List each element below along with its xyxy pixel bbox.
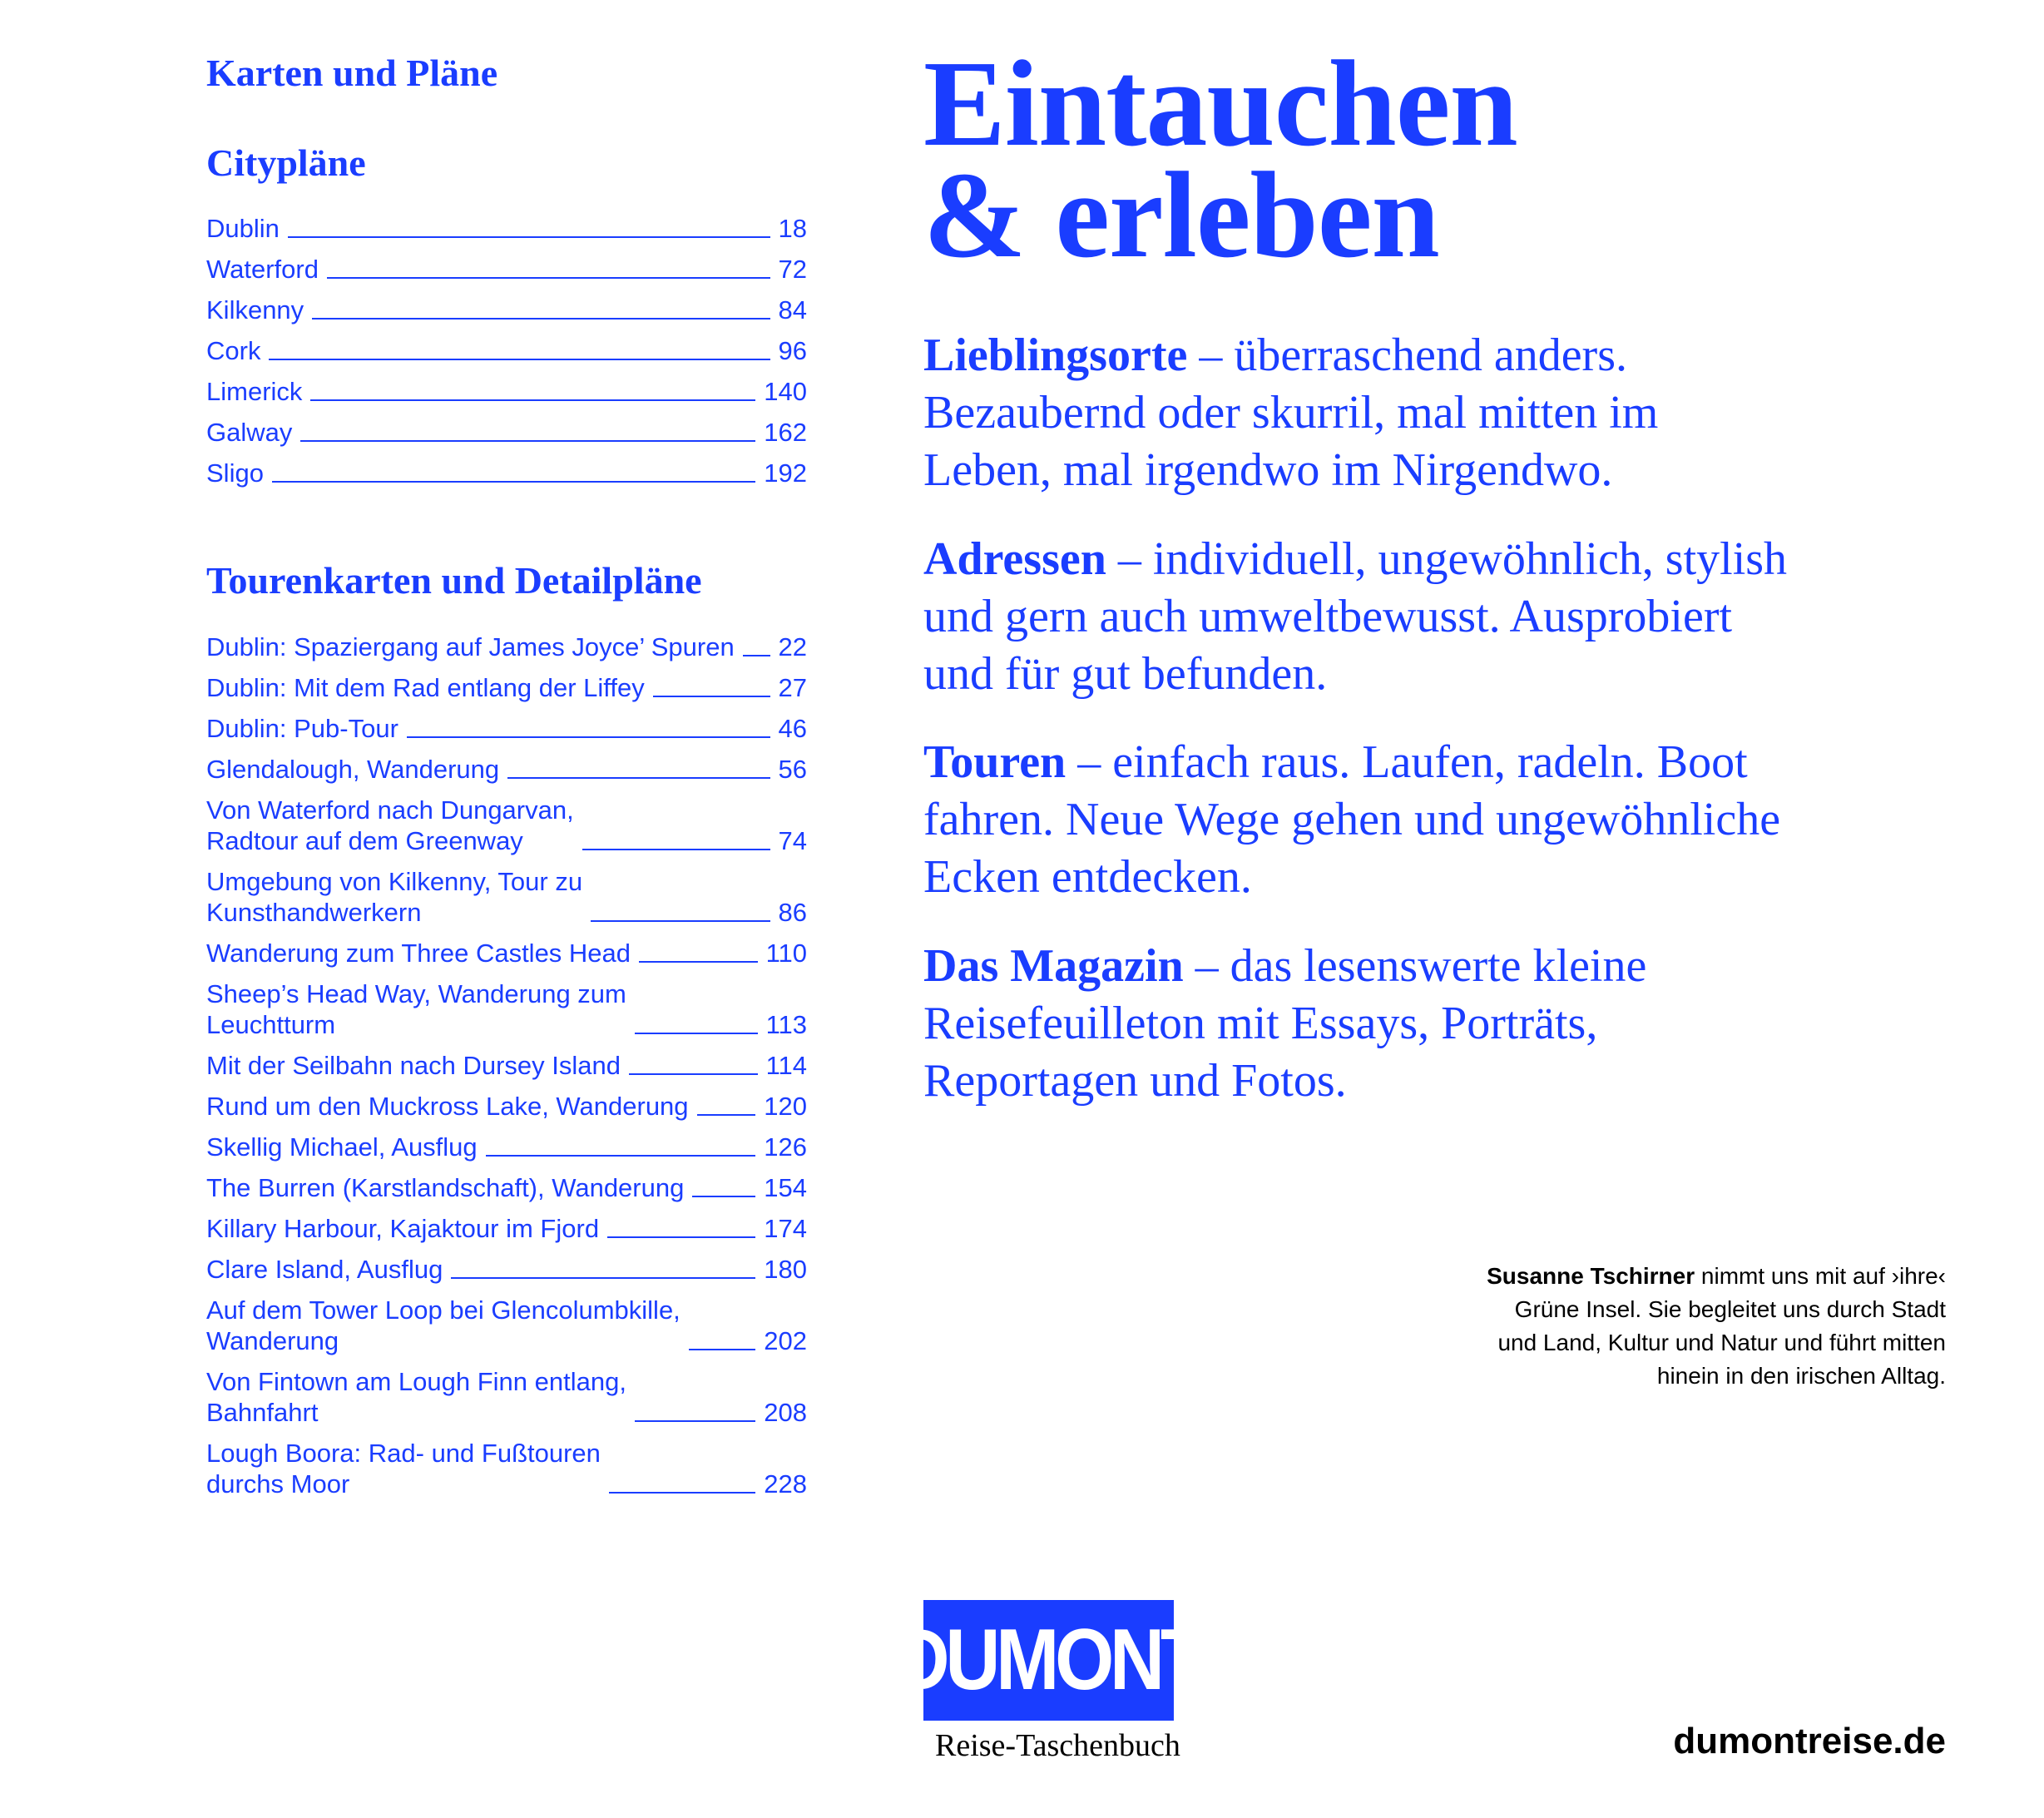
leader-line [653, 696, 770, 697]
feature-lieblingsorte [923, 327, 1789, 499]
index-page: 154 [764, 1173, 807, 1202]
index-label: Limerick [206, 377, 303, 406]
feature-keyword: Adressen [923, 533, 1106, 585]
leader-line [288, 236, 770, 238]
index-page: 27 [778, 673, 807, 702]
leader-line [272, 481, 755, 483]
index-row [206, 1213, 807, 1244]
index-page: 228 [764, 1469, 807, 1498]
leader-line [269, 359, 770, 360]
index-page: 208 [764, 1398, 807, 1427]
author-text: nimmt uns mit auf ›ihre‹ Grüne Insel. Sie begleitet uns durch Stadt und Land, Kultur und Natur und führt mitten hinein in den irischen Alltag. [1497, 1263, 1946, 1389]
leader-line [327, 277, 770, 279]
tour-maps-list [206, 632, 807, 1509]
feature-magazin [923, 938, 1789, 1110]
feature-adressen [923, 531, 1789, 703]
feature-keyword: Touren [923, 736, 1067, 788]
index-page: 18 [778, 214, 807, 243]
leader-line [582, 849, 770, 850]
dumont-logo [894, 1600, 1208, 1764]
feature-text: – überraschend anders. Bezaubernd oder skurril, mal mitten im Leben, mal irgendwo im Nirgendwo. [923, 329, 1659, 496]
leader-line [635, 1420, 755, 1422]
index-row [206, 295, 807, 325]
index-label: Lough Boora: Rad- und Fußtouren durchs Moor [206, 1439, 601, 1498]
index-label: Wanderung zum Three Castles Head [206, 939, 631, 968]
logo-wordmark: DUMONT [923, 1600, 1174, 1721]
index-page: 192 [764, 458, 807, 488]
leader-line [607, 1236, 755, 1238]
index-label: Dublin: Spaziergang auf James Joyce’ Spuren [206, 632, 735, 661]
index-label: Sheep’s Head Way, Wanderung zum Leuchtturm [206, 979, 626, 1039]
leader-line [300, 440, 755, 442]
index-row [206, 417, 807, 448]
index-row [206, 254, 807, 285]
feature-text: – das lesenswerte kleine Reisefeuilleton mit Essays, Porträts, Reportagen und Fotos. [923, 940, 1647, 1107]
index-label: Von Waterford nach Dungarvan, Radtour auf dem Greenway [206, 795, 574, 855]
index-page: 120 [764, 1092, 807, 1121]
leader-line [486, 1155, 756, 1157]
index-page: 162 [764, 418, 807, 447]
index-page: 96 [778, 336, 807, 365]
leader-line [609, 1492, 755, 1494]
feature-text: – einfach raus. Laufen, radeln. Boot fahren. Neue Wege gehen und ungewöhnliche Ecken entdecken. [923, 736, 1781, 903]
index-label: Waterford [206, 255, 319, 284]
feature-keyword: Das Magazin [923, 940, 1184, 992]
index-row [206, 1172, 807, 1203]
maps-heading: Karten und Pläne [206, 52, 498, 94]
leader-line [591, 920, 770, 922]
feature-touren [923, 734, 1789, 906]
index-row [206, 672, 807, 703]
index-label: Mit der Seilbahn nach Dursey Island [206, 1051, 621, 1080]
city-plans-heading: Citypläne [206, 141, 366, 184]
city-plans-list [206, 213, 807, 498]
feature-text: – individuell, ungewöhnlich, stylish und gern auch umweltbewusst. Ausprobiert und für gut befunden. [923, 533, 1788, 700]
index-row [206, 335, 807, 366]
index-row [206, 713, 807, 744]
index-row [206, 754, 807, 785]
logo-subtitle: Reise-Taschenbuch [935, 1728, 1180, 1763]
index-page: 180 [764, 1255, 807, 1284]
index-label: Kilkenny [206, 295, 304, 324]
index-row [206, 978, 807, 1040]
index-label: Umgebung von Kilkenny, Tour zu Kunsthandwerkern [206, 867, 583, 927]
index-page: 86 [778, 898, 807, 927]
index-row [206, 795, 807, 856]
index-label: Dublin: Mit dem Rad entlang der Liffey [206, 673, 645, 702]
index-page: 22 [778, 632, 807, 661]
index-label: The Burren (Karstlandschaft), Wanderung [206, 1173, 685, 1202]
index-page: 84 [778, 295, 807, 324]
index-label: Dublin: Pub-Tour [206, 714, 398, 743]
index-row [206, 866, 807, 928]
index-page: 74 [778, 826, 807, 855]
feature-keyword: Lieblingsorte [923, 329, 1188, 381]
index-label: Clare Island, Ausflug [206, 1255, 443, 1284]
index-page: 110 [765, 939, 807, 968]
leader-line [639, 961, 758, 963]
index-page: 202 [764, 1326, 807, 1355]
index-row [206, 632, 807, 662]
author-blurb [1480, 1260, 1946, 1393]
index-row [206, 1132, 807, 1162]
index-label: Killary Harbour, Kajaktour im Fjord [206, 1214, 600, 1243]
title-line-1: Eintauchen [923, 36, 1517, 172]
tour-maps-heading: Tourenkarten und Detailpläne [206, 559, 702, 602]
index-row [206, 1438, 807, 1499]
leader-line [310, 399, 755, 401]
index-row [206, 1050, 807, 1081]
leader-line [689, 1349, 755, 1350]
index-page: 126 [764, 1132, 807, 1162]
index-label: Dublin [206, 214, 280, 243]
title-line-2: & erleben [923, 147, 1439, 284]
index-row [206, 1254, 807, 1285]
index-page: 113 [765, 1010, 807, 1039]
index-page: 114 [765, 1051, 807, 1080]
index-label: Auf dem Tower Loop bei Glencolumbkille, Wanderung [206, 1295, 681, 1355]
index-row [206, 1295, 807, 1356]
index-row [206, 938, 807, 968]
index-label: Von Fintown am Lough Finn entlang, Bahnfahrt [206, 1367, 626, 1427]
leader-line [507, 777, 770, 779]
maps-index [206, 48, 807, 1498]
index-page: 72 [778, 255, 807, 284]
index-label: Glendalough, Wanderung [206, 755, 500, 784]
author-name: Susanne Tschirner [1487, 1263, 1695, 1289]
index-row [206, 213, 807, 244]
leader-line [451, 1277, 755, 1279]
index-label: Cork [206, 336, 261, 365]
leader-line [635, 1033, 758, 1034]
leader-line [692, 1196, 755, 1197]
leader-line [743, 655, 770, 656]
index-page: 140 [764, 377, 807, 406]
leader-line [312, 318, 770, 320]
leader-line [629, 1073, 758, 1075]
index-page: 56 [778, 755, 807, 784]
intro-panel [923, 36, 1789, 1107]
index-row [206, 1366, 807, 1428]
index-label: Sligo [206, 458, 264, 488]
index-page: 174 [764, 1214, 807, 1243]
index-row [206, 376, 807, 407]
index-row [206, 1091, 807, 1122]
leader-line [697, 1114, 756, 1116]
leader-line [407, 736, 770, 738]
index-label: Skellig Michael, Ausflug [206, 1132, 478, 1162]
index-label: Rund um den Muckross Lake, Wanderung [206, 1092, 689, 1121]
index-label: Galway [206, 418, 293, 447]
index-page: 46 [778, 714, 807, 743]
website-url: dumontreise.de [1673, 1721, 1946, 1761]
index-row [206, 458, 807, 488]
page-title [923, 36, 1789, 284]
